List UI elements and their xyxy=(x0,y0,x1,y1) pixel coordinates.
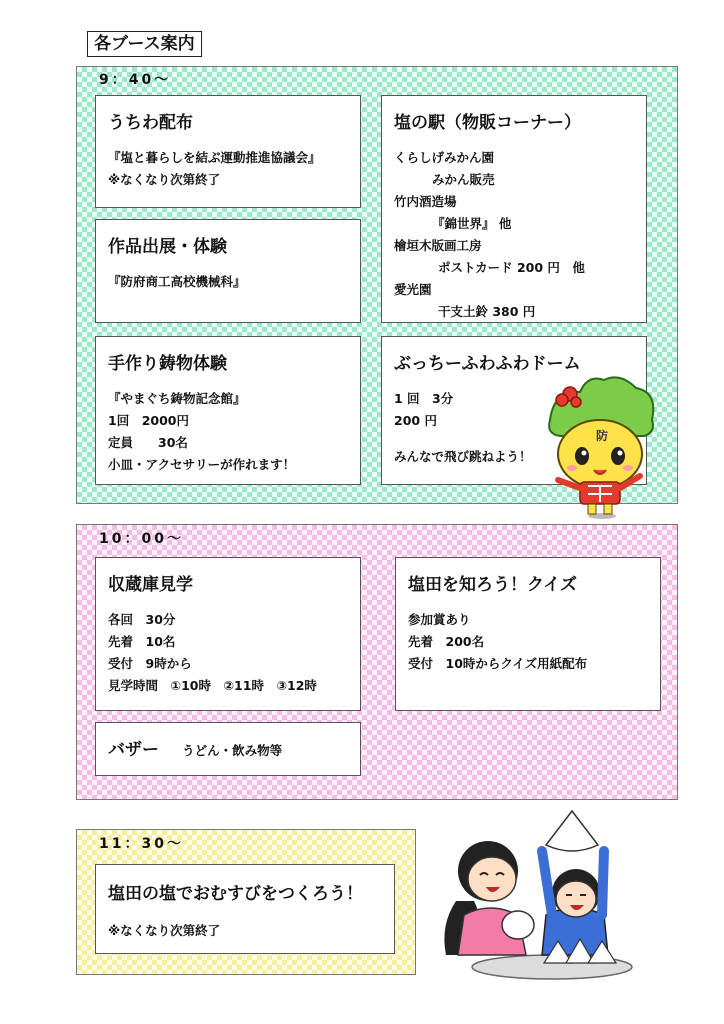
booth-onigiri xyxy=(95,864,395,954)
booth-title: 手作り鋳物体験 xyxy=(108,354,227,374)
booth-line: 愛光園 xyxy=(394,282,432,297)
booth-line: ※なくなり次第終了 xyxy=(108,172,221,187)
booth-shio-no-eki xyxy=(381,95,647,323)
mascot-character-icon xyxy=(540,370,660,520)
booth-line: みんなで飛び跳ねよう！ xyxy=(394,449,532,464)
booth-exhibit xyxy=(95,219,361,323)
booth-line: 干支土鈴 380 円 xyxy=(438,304,536,319)
booth-line: 『やまぐち鋳物記念館』 xyxy=(108,391,246,406)
booth-line: 見学時間 ①10時 ②11時 ③12時 xyxy=(108,678,317,693)
booth-title: ぶっちーふわふわドーム xyxy=(394,354,581,374)
booth-quiz xyxy=(395,557,661,711)
section-1000 xyxy=(76,524,678,800)
booth-title: 塩田を知ろう！クイズ xyxy=(408,575,577,595)
section-time: 10：00～ xyxy=(99,531,184,547)
booth-casting xyxy=(95,336,361,485)
booth-title: バザー xyxy=(108,740,159,760)
booth-line: 檜垣木版画工房 xyxy=(394,238,482,253)
booth-title: 塩の駅（物販コーナー） xyxy=(394,113,581,133)
children-onigiri-icon xyxy=(434,805,634,985)
booth-line: 1回 2000円 xyxy=(108,413,189,428)
booth-line: 小皿・アクセサリーが作れます！ xyxy=(108,457,296,472)
booth-line: 1 回 3分 xyxy=(394,391,454,406)
booth-line: 『錦世界』 他 xyxy=(432,216,512,231)
booth-bazaar xyxy=(95,722,361,776)
section-time: 9：40～ xyxy=(99,72,172,88)
booth-detail: うどん・飲み物等 xyxy=(182,743,283,758)
booth-uchiwa xyxy=(95,95,361,208)
booth-line: 『防府商工高校機械科』 xyxy=(108,274,246,289)
booth-storage-tour xyxy=(95,557,361,711)
booth-line: 定員 30名 xyxy=(108,435,188,450)
booth-line: 受付 9時から xyxy=(108,656,192,671)
booth-line: みかん販売 xyxy=(432,172,495,187)
booth-title: うちわ配布 xyxy=(108,113,193,133)
booth-line: 各回 30分 xyxy=(108,612,176,627)
section-time: 11：30～ xyxy=(99,836,184,852)
booth-line: 竹内酒造場 xyxy=(394,194,457,209)
booth-line: 『塩と暮らしを結ぶ運動推進協議会』 xyxy=(108,150,321,165)
booth-line: くらしげみかん園 xyxy=(394,150,495,165)
booth-line: 受付 10時からクイズ用紙配布 xyxy=(408,656,588,671)
booth-line: ※なくなり次第終了 xyxy=(108,923,221,938)
booth-line: ポストカード 200 円 他 xyxy=(438,260,585,275)
booth-title: 塩田の塩でおむすびをつくろう！ xyxy=(108,884,363,904)
booth-line: 200 円 xyxy=(394,413,437,428)
booth-title: 作品出展・体験 xyxy=(108,237,227,257)
section-1130 xyxy=(76,829,416,975)
booth-title: 収蔵庫見学 xyxy=(108,575,193,595)
mascot-badge: 防 xyxy=(596,429,609,443)
booth-line: 先着 200名 xyxy=(408,634,485,649)
booth-line: 先着 10名 xyxy=(108,634,176,649)
booth-line: 参加賞あり xyxy=(408,612,471,627)
page-title: 各ブース案内 xyxy=(87,31,202,57)
